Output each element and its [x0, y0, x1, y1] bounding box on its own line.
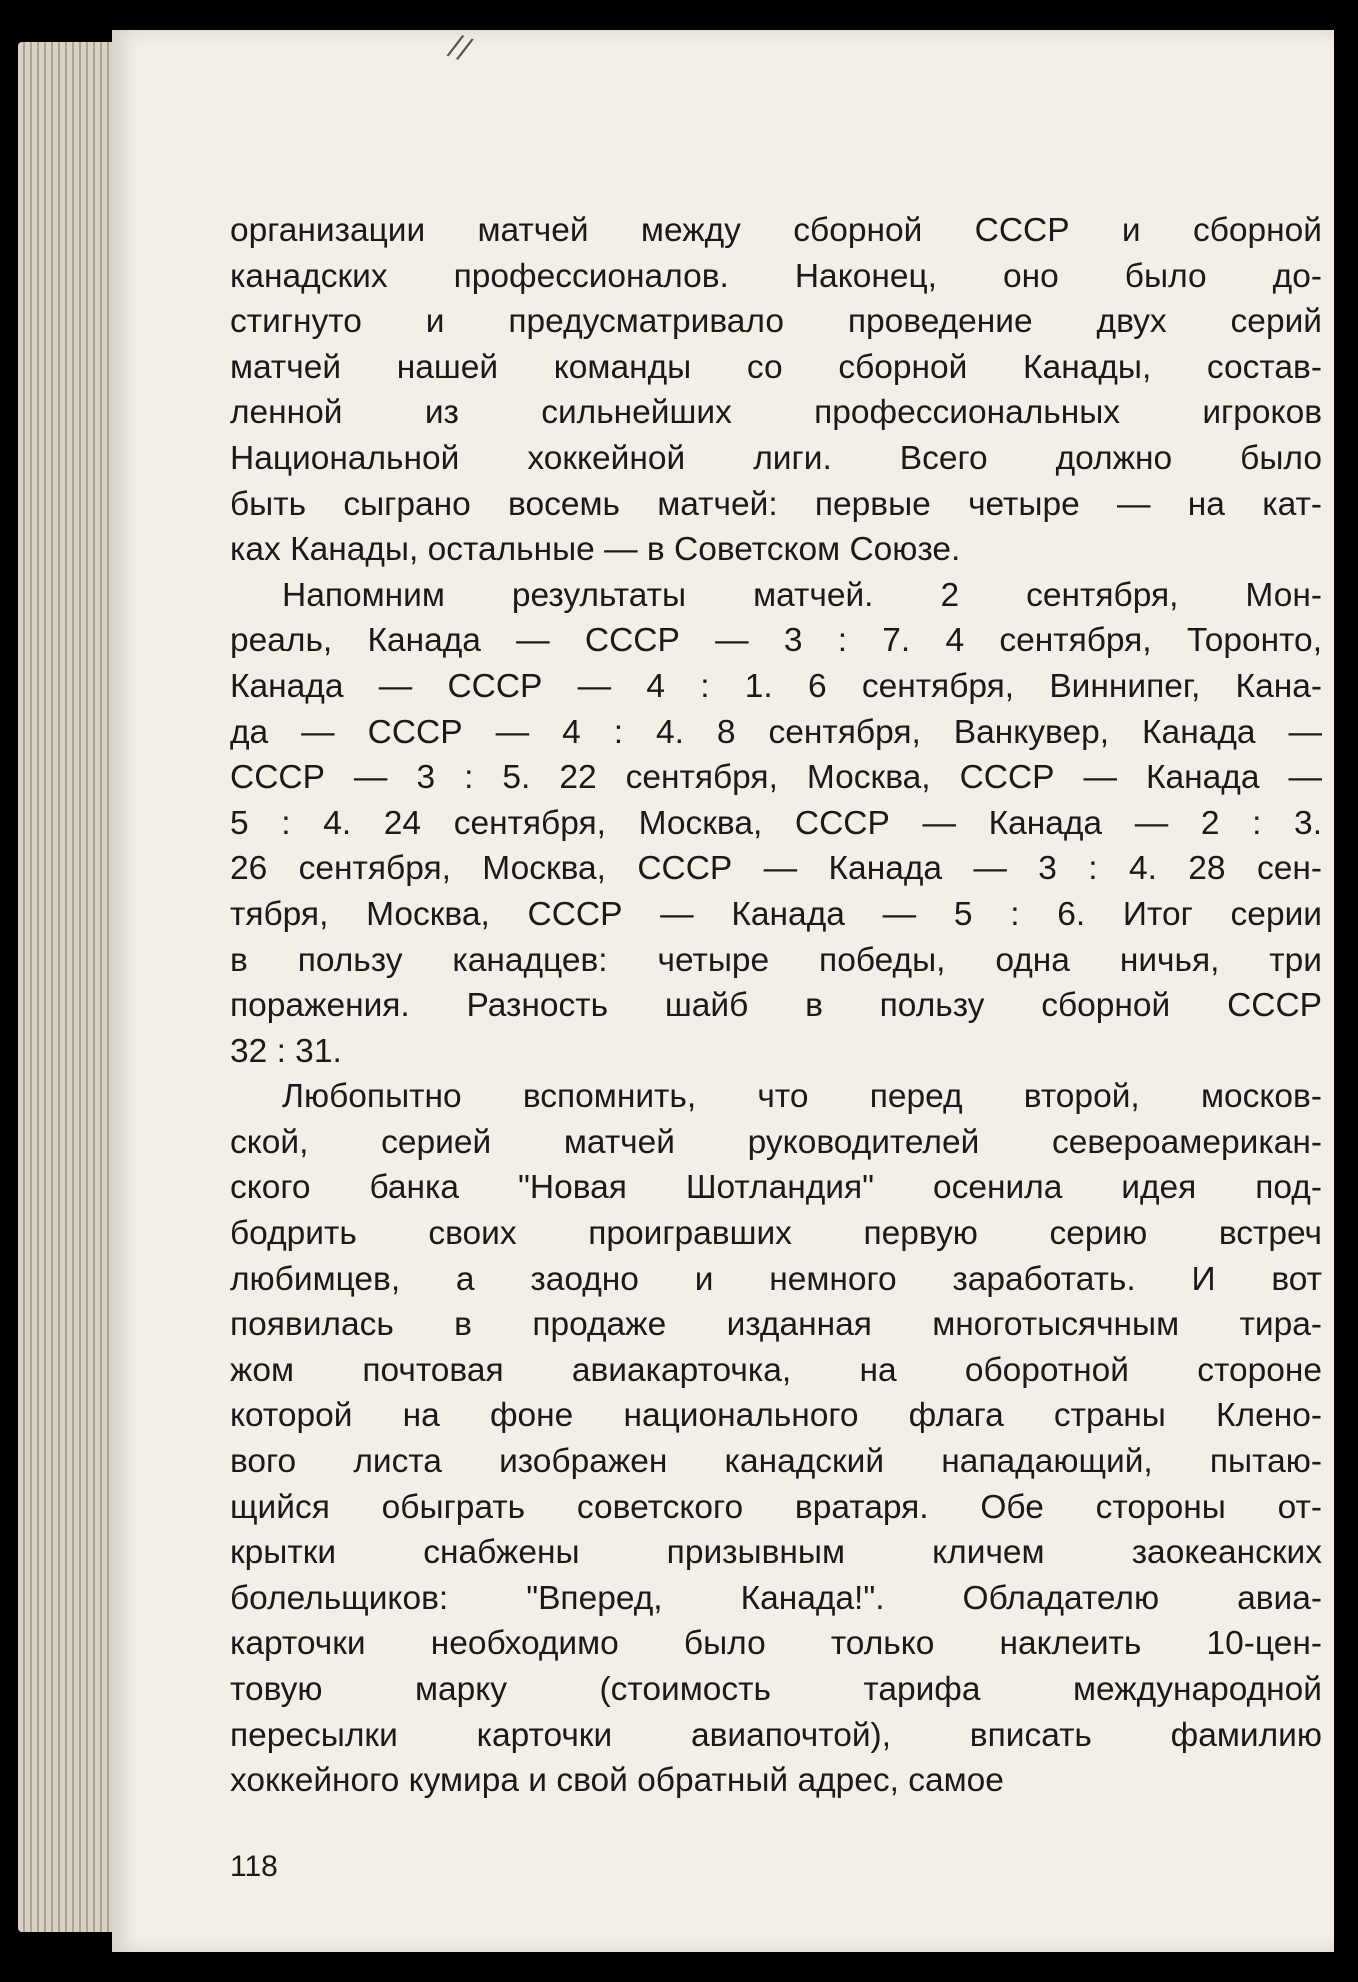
text-line: реаль, Канада — СССР — 3 : 7. 4 сентября, Торонто,: [230, 622, 1322, 660]
paragraph: [230, 208, 1322, 573]
text-line: в пользу канадцев: четыре победы, одна ничья, три: [230, 941, 1322, 979]
text-line: да — СССР — 4 : 4. 8 сентября, Ванкувер, Канада —: [230, 713, 1322, 751]
text-line: Напомним результаты матчей. 2 сентября, Мон-: [282, 576, 1322, 614]
text-line: ского банка "Новая Шотландия" осенила идея под-: [230, 1169, 1322, 1207]
text-line: ской, серией матчей руководителей североамерикан-: [230, 1123, 1322, 1161]
page-number: 118: [230, 1850, 278, 1883]
text-line: стигнуто и предусматривало проведение двух серий: [230, 303, 1322, 341]
text-line: организации матчей между сборной СССР и сборной: [230, 212, 1322, 249]
text-line: поражения. Разность шайб в пользу сборной СССР: [230, 987, 1322, 1025]
text-line: матчей нашей команды со сборной Канады, состав-: [230, 348, 1322, 386]
text-line: жом почтовая авиакарточка, на оборотной стороне: [230, 1351, 1322, 1389]
text-line: ленной из сильнейших профессиональных игроков: [230, 394, 1322, 432]
text-line: хоккейного кумира и свой обратный адрес, самое: [230, 1762, 1004, 1800]
body-text: [230, 208, 1322, 1804]
corner-pencil-mark: //: [444, 27, 476, 68]
text-line: крытки снабжены призывным кличем заокеанских: [230, 1534, 1322, 1572]
text-line: СССР — 3 : 5. 22 сентября, Москва, СССР — Канада —: [230, 759, 1322, 797]
text-line: болельщиков: "Вперед, Канада!". Обладателю авиа-: [230, 1579, 1322, 1617]
text-line: бодрить своих проигравших первую серию встреч: [230, 1215, 1322, 1253]
text-line: 32 : 31.: [230, 1032, 342, 1070]
text-line: пересылки карточки авиапочтой), вписать фамилию: [230, 1716, 1322, 1754]
text-line: которой на фоне национального флага страны Клено-: [230, 1397, 1322, 1435]
text-line: 5 : 4. 24 сентября, Москва, СССР — Канада — 2 : 3.: [230, 804, 1322, 842]
paragraph: [230, 1074, 1322, 1804]
paragraph: [230, 573, 1322, 1075]
text-line: Канада — СССР — 4 : 1. 6 сентября, Виннипег, Кана-: [230, 667, 1322, 705]
text-line: появилась в продаже изданная многотысячным тира-: [230, 1306, 1322, 1344]
text-line: любимцев, а заодно и немного заработать. И вот: [230, 1260, 1322, 1298]
text-line: ках Канады, остальные — в Советском Союзе.: [230, 531, 961, 569]
text-line: Любопытно вспомнить, что перед второй, москов-: [282, 1078, 1322, 1116]
text-line: товую марку (стоимость тарифа международной: [230, 1671, 1322, 1708]
text-line: щийся обыграть советского вратаря. Обе стороны от-: [230, 1488, 1322, 1526]
text-line: карточки необходимо было только наклеить 10-цен-: [230, 1625, 1322, 1663]
text-line: вого листа изображен канадский нападающий, пытаю-: [230, 1443, 1322, 1481]
page-sheet: [112, 27, 1334, 1952]
text-line: тября, Москва, СССР — Канада — 5 : 6. Итог серии: [230, 895, 1322, 933]
text-line: быть сыграно восемь матчей: первые четыре — на кат-: [230, 485, 1322, 523]
text-line: канадских профессионалов. Наконец, оно было до-: [230, 257, 1322, 295]
text-line: Национальной хоккейной лиги. Всего должно было: [230, 439, 1322, 477]
text-line: 26 сентября, Москва, СССР — Канада — 3 : 4. 28 сен-: [230, 850, 1322, 888]
